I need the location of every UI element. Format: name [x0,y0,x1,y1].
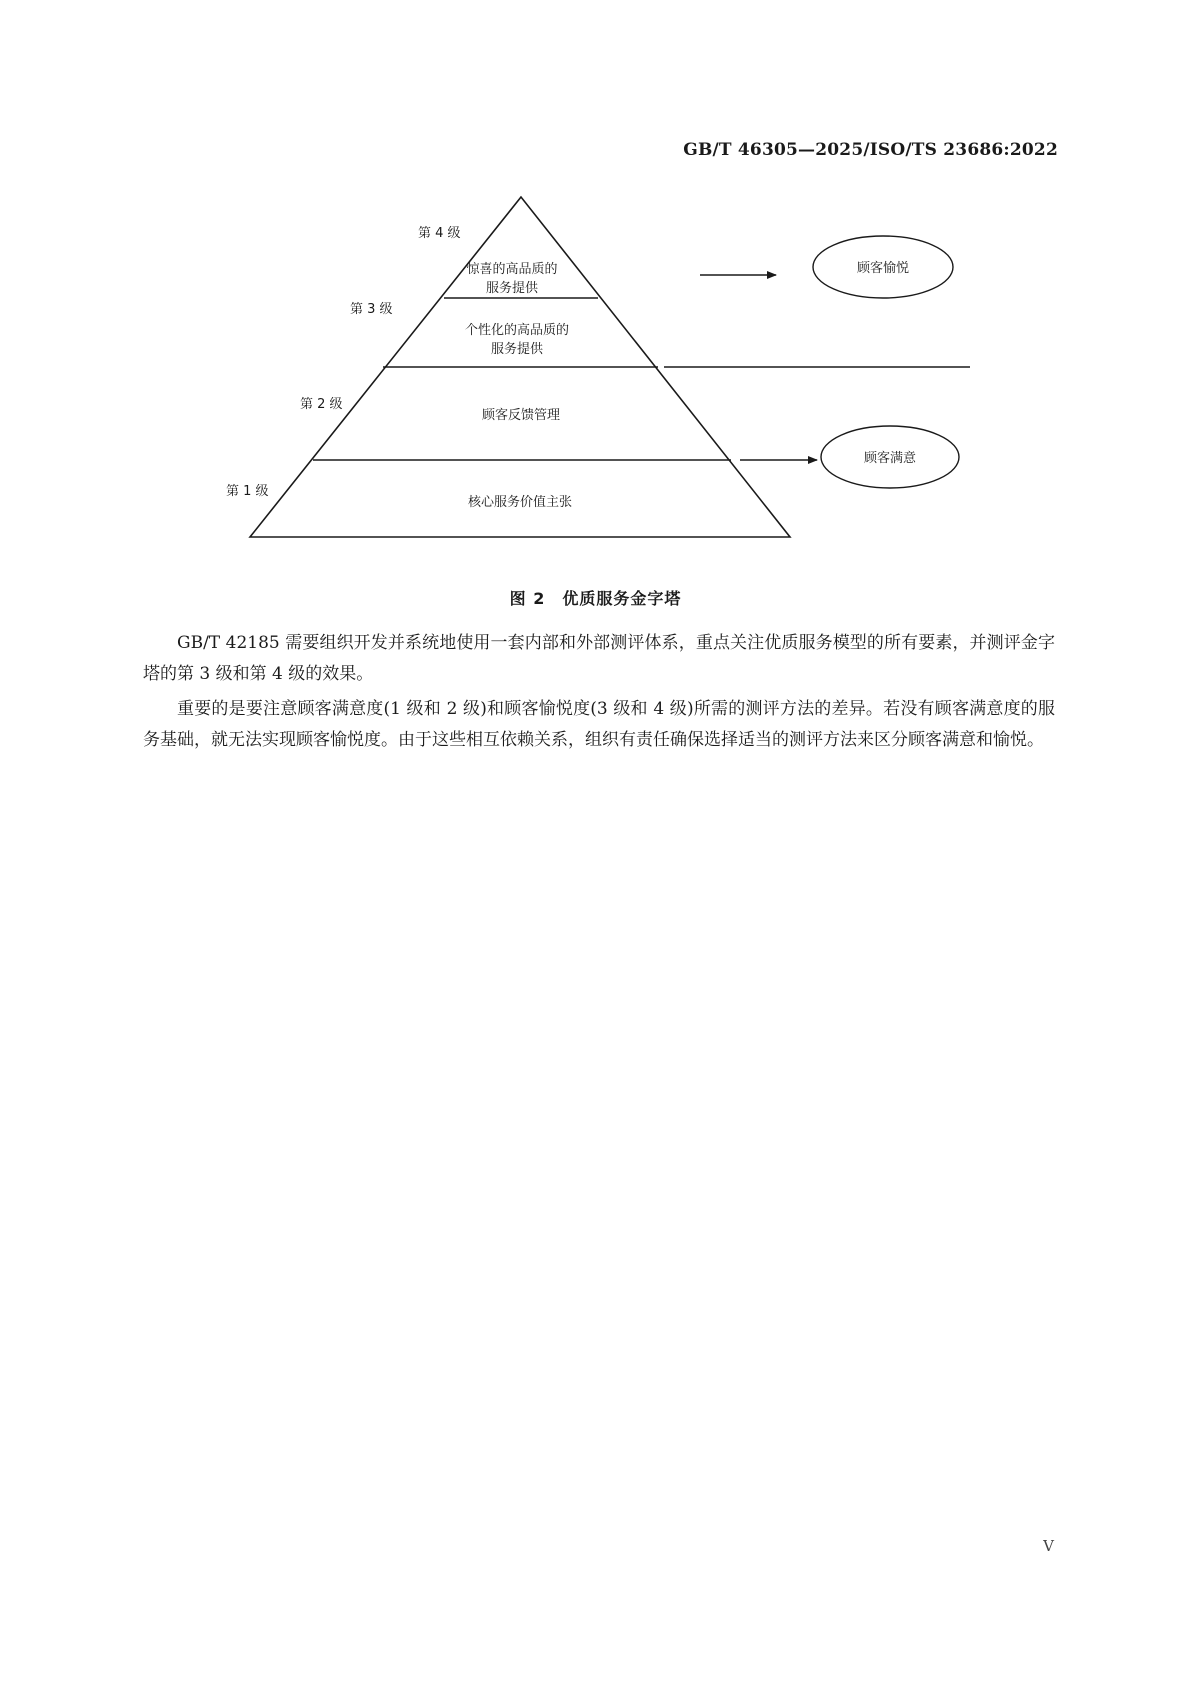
figure-caption: 图 2 优质服务金字塔 [509,589,682,608]
body-text [143,628,1055,760]
page-number: V [1043,1537,1054,1555]
level-1-text: 核心服务价值主张 [467,495,573,510]
level-3-text-line-2: 服务提供 [490,342,544,357]
level-4-label: 第 4 级 [418,226,461,241]
level-1-label: 第 1 级 [226,484,269,499]
paragraph-2: 重要的是要注意顾客满意度(1 级和 2 级)和顾客愉悦度(3 级和 4 级)所需的测评方法的差异。若没有顾客满意度的服务基础，就无法实现顾客愉悦度。由于这些相互依赖关系，组织有责任确保选择适当的测评方法来区分顾客满意和愉悦。 [143,699,1055,750]
paragraph-1: GB/T 42185 需要组织开发并系统地使用一套内部和外部测评体系，重点关注优质服务模型的所有要素，并测评金字塔的第 3 级和第 4 级的效果。 [143,633,1055,684]
level-4-text-line-2: 服务提供 [485,281,539,296]
level-2-text: 顾客反馈管理 [481,408,561,423]
level-2-label: 第 2 级 [300,397,343,412]
pyramid-figure [0,0,1191,560]
level-4-text-line-1: 惊喜的高品质的 [466,262,558,277]
satisfaction-label: 顾客满意 [863,451,917,466]
standard-number-header: GB/T 46305—2025/ISO/TS 23686:2022 [683,140,1058,160]
delight-label: 顾客愉悦 [856,261,910,276]
level-3-label: 第 3 级 [350,302,393,317]
level-3-text-line-1: 个性化的高品质的 [464,323,570,338]
pyramid-diagram [0,0,1191,560]
